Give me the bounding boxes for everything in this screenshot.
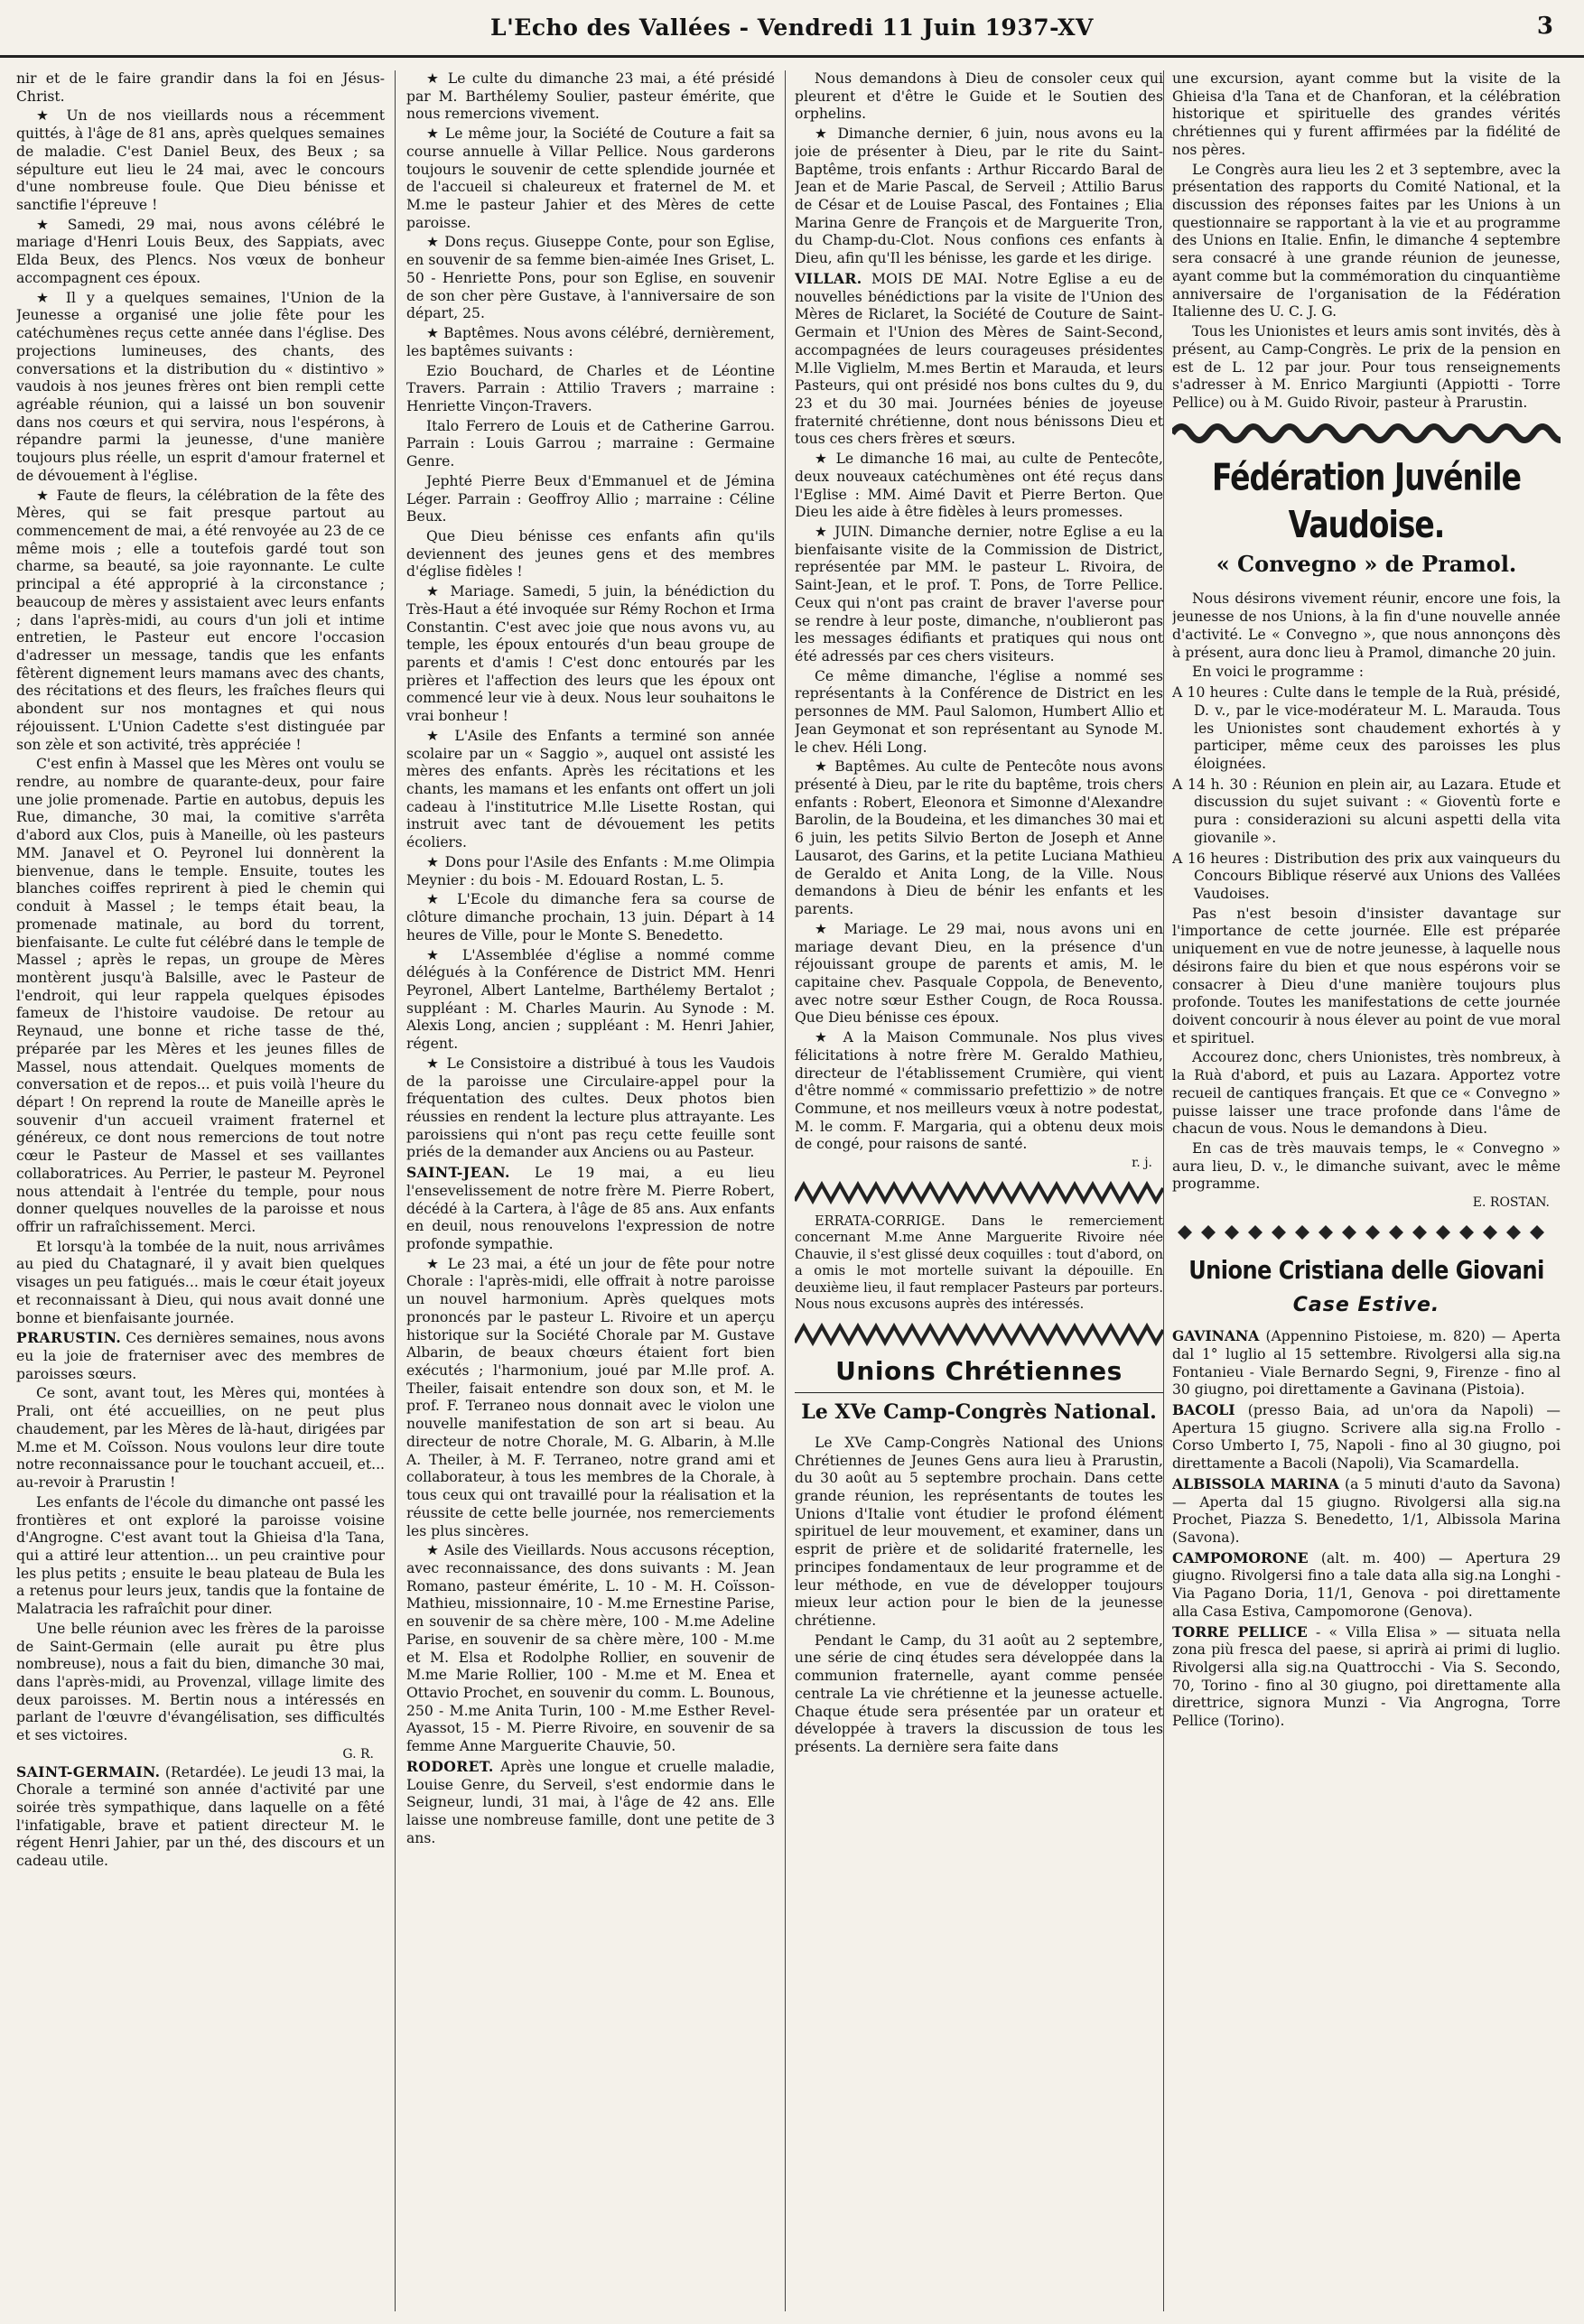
paragraph: ★ Baptêmes. Au culte de Pentecôte nous avons présenté à Dieu, par le rite du baptême, trois chers enfants : Robert, Eleonora et Simonne d'Alexandre Barolin, de la Boudeina, et les dimanches 30 mai et 6 juin, les petits Silvio Berton de Joseph et Anne Lausarot, des Garins, et la petite Luciana Mathieu de Geraldo et Anita Long, de la Ville. Nous demandons à Dieu de bénir les enfants et les parents. — [795, 758, 1163, 918]
paragraph: C'est enfin à Massel que les Mères ont voulu se rendre, au nombre de quarante-deux, pour faire une jolie promenade. Partie en autobus, depuis les Rue, dimanche, 30 mai, la comitive s'arrêta d'abord aux Clos, puis à Maneille, où les pasteurs MM. Janavel et O. Peyronel lui donnèrent la bienvenue, dans le temple. Ensuite, toutes les blanches coiffes reprirent à pied le chemin qui conduit à Massel ; le temps était beau, la promenade matinale, au bord du torrent, bienfaisante. Le culte fut célébré dans le temple de Massel ; après le repas, un groupe de Mères montèrent jusqu'à Balsille, avec le Pasteur de l'endroit, qui leur rappela quelques épisodes fameux de l'histoire vaudoise. De retour au Reynaud, une bonne et riche tasse de thé, préparée par les Mères et les jeunes filles de Massel, nous attendait. Quelques moments de conversation et de repos... et puis voilà l'heure du départ ! On reprend la route de Maneille après le souvenir d'un accueil vraiment fraternel et généreux, ce dont nous remercions de tout notre cœur le Pasteur de Massel et ses vaillantes collaboratrices. Au Perrier, le pasteur M. Peyronel nous attendait à l'entrée du temple, pour nous donner quelques nouvelles de la paroisse et nous offrir un rafraîchissement. Merci. — [16, 756, 385, 1235]
location-heading: RODORET. — [406, 1757, 494, 1775]
section-rodoret — [406, 1758, 775, 1848]
paragraph: Accourez donc, chers Unionistes, très nombreux, à la Ruà d'abord, et puis au Lazara. Apportez votre recueil de cantiques français. Et que ce « Convegno » puisse laisser une trace profonde dans l'âme de chacun de vous. Nous le demandons à Dieu. — [1172, 1049, 1561, 1138]
errata-corrige: ERRATA-CORRIGE. Dans le remerciement concernant M.me Anne Marguerite Rivoire née Chauvie, il s'est glissé deux coquilles : tout d'abord, on a omis le mot mortelle suivant la dépouille. En deuxième lieu, il faut remplacer Pasteurs par porteurs. Nous nous excusons auprès des intéressés. — [795, 1213, 1163, 1313]
paragraph: ★ Un de nos vieillards nous a récemment quittés, à l'âge de 81 ans, après quelques semaines de maladie. C'est Daniel Beux, des Beux ; sa sépulture eut lieu le 24 mai, avec le concours d'une nombreuse foule. Que Dieu bénisse et sanctifie l'épreuve ! — [16, 107, 385, 214]
list-item-text: (Appennino Pistoiese, m. 820) — Aperta dal 1° luglio al 15 settembre. Rivolgersi alla sig.na Fontanieu - Viale Bernardo Segni, 9, Firenze - fino al 30 giugno, poi direttamente a Gavinana (Pistoia). — [1172, 1328, 1561, 1399]
list-item — [1172, 1549, 1561, 1622]
subheading: MOIS DE MAI. — [871, 270, 988, 287]
paragraph: Après une longue et cruelle maladie, Louise Genre, du Serveil, s'est endormie dans le Seigneur, lundi, 31 mai, à l'âge de 42 ans. Elle laisse une nombreuse famille, dont une petite de 3 ans. — [406, 1758, 775, 1846]
paragraph: ★ Faute de fleurs, la célébration de la fête des Mères, qui se fait presque partout au commencement de mai, a été renvoyée au 23 de ce même mois ; elle a toutefois gardé tout son charme, sa beauté, sa joie rayonnante. Le culte principal a été approprié à la circonstance ; beaucoup de mères y assistaient avec leurs enfants ; dans l'après-midi, au cours d'un joli et intime entretien, le Pasteur eut encore l'occasion d'adresser un message, tandis que les enfants fêtèrent dignement leurs mamans avec des chants, des récitations et des fleurs, les fraîches fleurs qui abondent sur nos montagnes et qui nous réjouissent. L'Union Cadette s'est distinguée par son zèle et son activité, très appréciée ! — [16, 487, 385, 753]
paragraph: ★ Dimanche dernier, 6 juin, nous avons eu la joie de présenter à Dieu, par le rite du Saint-Baptême, trois enfants : Arthur Riccardo Baral de Jean et de Marie Pascal, de Serveil ; Attilio Barus de César et de Louise Pascal, des Fontaines ; Elia Marina Genre de François et de Marguerite Tron, du Champ-du-Clot. Nous confions ces enfants à Dieu, afin qu'Il les bénisse, les garde et les dirige. — [795, 125, 1163, 267]
paragraph: En cas de très mauvais temps, le « Convegno » aura lieu, D. v., le dimanche suivant, avec le même programme. — [1172, 1140, 1561, 1193]
paragraph: ★ Le même jour, la Société de Couture a fait sa course annuelle à Villar Pellice. Nous garderons toujours le souvenir de cette splendide journée et de l'accueil si chaleureux et fraternel de M. et M.me le pasteur Jahier et des Mères de cette paroisse. — [406, 125, 775, 231]
paragraph: ★ Asile des Vieillards. Nous accusons réception, avec reconnaissance, des dons suivants : M. Jean Romano, pasteur émérite, L. 10 - M. H. Coïsson-Mathieu, missionnaire, 10 - M.me Ernestine Parise, en souvenir de sa chère mère, 100 - M.me Adeline Parise, en souvenir de sa chère mère, 100 - M.me et M. Elsa et Rodolphe Rollier, en souvenir de M.me Marie Rollier, 100 - M.me et M. Enea et Ottavio Prochet, en souvenir du comm. L. Bounous, 250 - M.me Anita Turin, 100 - M.me Esther Revel-Ayassot, 15 - M. Pierre Rivoire, en souvenir de sa femme Anne Marguerite Chauvie, 50. — [406, 1542, 775, 1755]
ornament-border — [795, 1179, 1163, 1206]
paragraph: ★ Le culte du dimanche 23 mai, a été présidé par M. Barthélemy Soulier, pasteur émérite, que nous remercions vivement. — [406, 70, 775, 123]
convegno-heading: « Convegno » de Pramol. — [1216, 551, 1517, 578]
camp-congres-heading: Le XVe Camp-Congrès National. — [801, 1399, 1157, 1424]
paragraph: Ce sont, avant tout, les Mères qui, montées à Prali, ont été accueillies, on ne peut plus chaudement, par les Mères de là-haut, dirigées par M.me et M. Coïsson. Nous voulons leur dire toute notre reconnaissance pour le touchant accueil, et... au-revoir à Prarustin ! — [16, 1385, 385, 1492]
paragraph: ★ Le dimanche 16 mai, au culte de Pentecôte, deux nouveaux catéchumènes ont été reçus dans l'Eglise : MM. Aimé Davit et Pierre Berton. Que Dieu les aide à être fidèles à leurs promesses. — [795, 451, 1163, 521]
paragraph: Tous les Unionistes et leurs amis sont invités, dès à présent, au Camp-Congrès. Le prix de la pension en est de L. 12 par jour. Pour tous renseignements s'adresser à M. Enrico Margiunti (Appiotti - Torre Pellice) ou à M. Guido Rivoir, pasteur à Prarustin. — [1172, 323, 1561, 411]
program-item: A 16 heures : Distribution des prix aux vainqueurs du Concours Biblique réservé aux Unions des Vallées Vaudoises. — [1172, 850, 1561, 902]
place-name: GAVINANA — [1172, 1327, 1260, 1345]
place-name: TORRE PELLICE — [1172, 1622, 1308, 1641]
paragraph: Jephté Pierre Beux d'Emmanuel et de Jémina Léger. Parrain : Geoffroy Allio ; marraine : Céline Beux. — [406, 472, 775, 525]
column-rule — [395, 70, 396, 2311]
section-prarustin — [16, 1329, 385, 1383]
paragraph: ★ Baptêmes. Nous avons célébré, dernièrement, les baptêmes suivants : — [406, 325, 775, 359]
paragraph: Et lorsqu'à la tombée de la nuit, nous arrivâmes au pied du Chatagnaré, il y avait bien quelques visages un peu fatigués... mais le cœur était joyeux et reconnaissant à Dieu, qui nous avait donné une bonne et bienfaisante journée. — [16, 1238, 385, 1326]
location-heading: SAINT-JEAN. — [406, 1164, 510, 1182]
column-rule — [785, 70, 786, 2311]
list-item — [1172, 1327, 1561, 1399]
diamond-ornament-icon — [1172, 1219, 1561, 1246]
list-item-text: (a 5 minuti d'auto da Savona) — Aperta dal 15 giugno. Rivolgersi alla sig.na Prochet, Piazza S. Benedetto, 1/1, Albissola Marina (Savona). — [1172, 1475, 1561, 1546]
section-villar — [795, 270, 1163, 449]
paragraph: Le Congrès aura lieu les 2 et 3 septembre, avec la présentation des rapports du Comité National, et la discussion des réponses faites par les Unions à un questionnaire se rapportant à la vie et au programme des Unions en Italie. Enfin, le dimanche 4 septembre sera consacré à une grande réunion de jeunesse, ayant comme but la commémoration du cinquantième anniversaire de l'organisation de la Fédération Italienne des U. C. J. G. — [1172, 161, 1561, 321]
signature: G. R. — [342, 1746, 374, 1762]
unione-cristiana-heading: Unione Cristiana delle Giovani — [1188, 1255, 1544, 1285]
paragraph: ★ Dons pour l'Asile des Enfants : M.me Olimpia Meynier : du bois - M. Edouard Rostan, L. 5. — [406, 853, 775, 888]
location-heading: PRARUSTIN. — [16, 1329, 122, 1347]
paragraph: Nous demandons à Dieu de consoler ceux qui pleurent et d'être le Guide et le Soutien des orphelins. — [795, 70, 1163, 123]
list-item-text: - « Villa Elisa » — situata nella zona più fresca del paese, si aprirà ai primi di luglio. Rivolgersi alla sig.na Quattrocchi - Via S. Secondo, 70, Torino - fino al 30 giugno, poi direttamente alla direttrice, signora Munzi - Via Angrogna, Torre Pellice (Torino). — [1172, 1623, 1561, 1730]
case-estive-heading: Case Estive. — [1292, 1294, 1440, 1317]
page-number: 3 — [1536, 13, 1553, 40]
program-item: A 10 heures : Culte dans le temple de la Ruà, présidé, D. v., par le vice-modérateur M. L. Marauda. Tous les Unionistes sont chaudement exhortés à y participer, même ceux des paroisses les plus éloignées. — [1172, 684, 1561, 772]
ornament-border — [1172, 1219, 1561, 1246]
ornament-border — [1172, 420, 1561, 447]
paragraph: Ezio Bouchard, de Charles et de Léontine Travers. Parrain : Attilio Travers ; marraine : Henriette Vinçon-Travers. — [406, 362, 775, 414]
list-item — [1172, 1623, 1561, 1731]
column-rule — [1163, 70, 1164, 2311]
paragraph: Le XVe Camp-Congrès National des Unions Chrétiennes de Jeunes Gens aura lieu à Prarustin, du 30 août au 5 septembre prochain. Dans cette grande réunion, les représentants de toutes les Unions d'Italie vont étudier le profond élément spirituel de leur mouvement, et examiner, dans un esprit de prière et de solidarité fraternelle, les principes fondamentaux de leur programme et de leur méthode, en vue de développer toujours mieux leur action pour le bien de la jeunesse chrétienne. — [795, 1434, 1163, 1629]
paragraph: ★ Dons reçus. Giuseppe Conte, pour son Eglise, en souvenir de sa femme bien-aimée Ines Griset, L. 50 - Henriette Pons, pour son Eglise, en souvenir de son cher père Gustave, à l'anniversaire de son départ, 25. — [406, 234, 775, 322]
paragraph: ★ Mariage. Le 29 mai, nous avons uni en mariage devant Dieu, en la présence d'un réjouissant groupe de parents et amis, M. le capitaine chev. Pasquale Coppola, de Benevento, avec notre sœur Esther Cougn, de Roca Roussa. Que Dieu bénisse ces époux. — [795, 920, 1163, 1027]
column-4 — [1172, 70, 1561, 2311]
place-name: CAMPOMORONE — [1172, 1548, 1309, 1566]
paragraph: ★ JUIN. Dimanche dernier, notre Eglise a eu la bienfaisante visite de la Commission de District, représentée par MM. le pasteur L. Rivoira, de Saint-Jean, et le prof. T. Pons, de Torre Pellice. Ceux qui n'ont pas craint de braver l'averse pour se rendre à leur poste, dimanche, n'oublieront pas les messages édifiants et pratiques qui nous ont été adressés par ces chers visiteurs. — [795, 523, 1163, 665]
paragraph: Que Dieu bénisse ces enfants afin qu'ils deviennent des jeunes gens et des membres d'église fidèles ! — [406, 527, 775, 581]
paragraph: ★ Mariage. Samedi, 5 juin, la bénédiction du Très-Haut a été invoquée sur Rémy Rochon et Irma Constantin. C'est avec joie que nous avons vu, au temple, les époux entourés d'un beau groupe de parents et d'amis ! C'est donc entourés par les prières et l'affection des leurs que les époux ont commencé leur vie à deux. Nous leur souhaitons le vrai bonheur ! — [406, 583, 775, 725]
list-item-text: (presso Baia, ad un'ora da Napoli) — Apertura 15 giugno. Scrivere alla sig.na Frollo - Corso Umberto I, 75, Napoli - fino al 30 giugno, poi direttamente a Bacoli (Napoli), Via Scamardella. — [1172, 1401, 1561, 1473]
wave-ornament-icon — [1172, 420, 1561, 447]
unions-chretiennes-heading: Unions Chrétiennes — [835, 1355, 1123, 1386]
column-3 — [795, 70, 1163, 2311]
paragraph: En voici le programme : — [1192, 664, 1364, 681]
location-heading: VILLAR. — [795, 269, 862, 287]
divider — [795, 1392, 1163, 1393]
section-saint-germain — [16, 1763, 385, 1871]
paragraph: Notre Eglise a eu de nouvelles bénédictions par la visite de l'Union des Mères de Riclaret, la Société de Couture de Saint-Germain et l'Union des Mères de Saint-Second, accompagnées de leurs courageuses présidentes M.lle Viglielm, M.mes Bertin et Marauda, et leurs Pasteurs, qui ont présidé nos bons cultes du 9, du 23 et du 30 mai. Journées bénies de joyeuse fraternité chrétienne, dont nous bénissons Dieu et tous ces chers frères et sœurs. — [795, 270, 1163, 448]
federation-heading: Fédération Juvénile Vaudoise. — [1211, 454, 1522, 546]
paragraph: ★ Il y a quelques semaines, l'Union de la Jeunesse a organisé une jolie fête pour les catéchumènes reçus cette année dans l'église. Des projections lumineuses, des chants, des conversations et la distribution du « distintivo » vaudois à nos jeunes frères ont bien rempli cette agréable réunion, qui a laissé un bon souvenir dans nos cœurs et qui servira, nous l'espérons, à répandre parmi la jeunesse, d'une manière toujours plus réelle, un esprit d'amour fraternel et de dévouement à l'église. — [16, 289, 385, 484]
place-name: BACOLI — [1172, 1400, 1235, 1418]
paragraph: ★ A la Maison Communale. Nos plus vives félicitations à notre frère M. Geraldo Mathieu, directeur de l'établissement Crumière, qui vient d'être nommé « commissario prefettizio » de notre Commune, et nos meilleurs vœux à notre podestat, M. le comm. F. Margaria, qui a obtenu deux mois de congé, pour raisons de santé. — [795, 1029, 1163, 1153]
paragraph: ★ Le 23 mai, a été un jour de fête pour notre Chorale : l'après-midi, elle offrait à notre paroisse un nouvel harmonium. Après quelques mots prononcés par le pasteur L. Rivoire et un aperçu historique sur la Société Chorale par M. Gustave Albarin, de beaux chœurs étaient fort bien exécutés ; l'harmonium, joué par M.lle prof. A. Theiler, faisait entendre son doux son, et M. le prof. F. Terraneo nous donnait avec le violon une nouvelle manifestation de son art si beau. Au directeur de notre Chorale, M. G. Albarin, à M.lle A. Theiler, à M. F. Terraneo, notre grand ami et collaborateur, à tous les membres de la Chorale, à tous ceux qui ont travaillé pour la réalisation et la réussite de cette belle journée, nos remerciements les plus sincères. — [406, 1255, 775, 1539]
paragraph: ★ L'Asile des Enfants a terminé son année scolaire par un « Saggio », auquel ont assisté les mères des enfants. Après les récitations et les chants, les mamans et les enfants ont offert un joli cadeau à l'institutrice M.lle Lisette Rostan, qui instruit avec tant de dévouement les petits écoliers. — [406, 727, 775, 851]
signature: r. j. — [1132, 1156, 1152, 1171]
zigzag-ornament-icon — [795, 1179, 1163, 1206]
program-item: A 14 h. 30 : Réunion en plein air, au Lazara. Etude et discussion du sujet suivant : « Gioventù forte e pura : considerazioni su alcuni aspetti della vita giovanile ». — [1172, 776, 1561, 846]
paragraph: Une belle réunion avec les frères de la paroisse de Saint-Germain (elle aurait pu être plus nombreuse), nous a fait du bien, dimanche 30 mai, dans l'après-midi, au Provenzal, village limite des deux paroisses. M. Bertin nous a intéressés en parlant de l'œuvre d'évangélisation, ses difficultés et ses victoires. — [16, 1620, 385, 1744]
paragraph: ★ Samedi, 29 mai, nous avons célébré le mariage d'Henri Louis Beux, des Sappiats, avec Elda Beux, des Plencs. Nos vœux de bonheur accompagnent ces époux. — [16, 216, 385, 286]
list-item — [1172, 1401, 1561, 1473]
signature: E. ROSTAN. — [1472, 1195, 1550, 1211]
column-2 — [406, 70, 775, 2311]
ornament-border — [795, 1321, 1163, 1348]
paragraph: Italo Ferrero de Louis et de Catherine Garrou. Parrain : Louis Garrou ; marraine : Germaine Genre. — [406, 417, 775, 470]
list-item-text: (alt. m. 400) — Apertura 29 giugno. Rivolgersi fino a tale data alla sig.na Longhi - Via Pagano Doria, 11/1, Genova - poi direttamente alla Casa Estiva, Campomorone (Genova). — [1172, 1549, 1561, 1620]
paragraph: ★ L'Assemblée d'église a nommé comme délégués à la Conférence de District MM. Henri Peyronel, Albert Lantelme, Barthélemy Bertalot ; suppléant : M. Charles Maurin. Au Synode : M. Alexis Long, ancien ; suppléant : M. Henri Jahier, régent. — [406, 946, 775, 1053]
list-item — [1172, 1475, 1561, 1548]
paragraph: (Retardée). Le jeudi 13 mai, la Chorale a terminé son année d'activité par une soirée très sympathique, dans laquelle on a fêté l'infatigable, brave et patient directeur M. le régent Henri Jahier, par un thé, des discours et un cadeau utile. — [16, 1763, 385, 1870]
section-saint-jean — [406, 1164, 775, 1254]
paragraph: ★ Le Consistoire a distribué à tous les Vaudois de la paroisse une Circulaire-appel pour la fréquentation des cultes. Deux photos bien réussies en rendent la lecture plus attrayante. Les paroissiens qui n'ont pas reçu cette feuille sont priés de la demander aux Anciens ou au Pasteur. — [406, 1055, 775, 1161]
paragraph: une excursion, ayant comme but la visite de la Ghieisa d'la Tana et de Chanforan, et la célébration historique et spirituelle des grandes vérités chrétiennes qui y furent affirmées par la fidélité de nos pères. — [1172, 70, 1561, 158]
paragraph: Les enfants de l'école du dimanche ont passé les frontières et ont exploré la paroisse voisine d'Angrogne. C'est avant tout la Ghieisa d'la Tana, qui a attiré leur attention... un peu craintive pour les plus petits ; ensuite le beau plateau de Bula les a retenus pour leurs jeux, tandis que la fontaine de Malatracia les rafraîchit pour diner. — [16, 1493, 385, 1618]
masthead-title: L'Echo des Vallées - Vendredi 11 Juin 1937-XV — [490, 14, 1094, 41]
paragraph: Pas n'est besoin d'insister davantage sur l'importance de cette journée. Elle est préparée uniquement en vue de notre jeunesse, à laquelle nous désirons faire du bien et que nous espérons voir se consacrer à Dieu d'une manière toujours plus profonde. Toutes les manifestations de cette journée doivent concourir à nous élever au point de vue moral et spirituel. — [1172, 905, 1561, 1046]
masthead — [0, 0, 1584, 58]
paragraph: Pendant le Camp, du 31 août au 2 septembre, une série de cinq études sera développée dans la communion fraternelle, ayant comme pensée centrale La vie chrétienne et la jeunesse actuelle. Chaque étude sera présentée par un orateur et développée à travers la discussion de tous les présents. La dernière sera faite dans — [795, 1631, 1163, 1755]
column-1 — [16, 70, 385, 2311]
paragraph: ★ L'Ecole du dimanche fera sa course de clôture dimanche prochain, 13 juin. Départ à 14 heures de Ville, pour le Monte S. Benedetto. — [406, 891, 775, 944]
paragraph: Ces dernières semaines, nous avons eu la joie de fraterniser avec des membres de paroisses sœurs. — [16, 1330, 385, 1382]
paragraph: Ce même dimanche, l'église a nommé ses représentants à la Conférence de District en les personnes de MM. Paul Salomon, Humbert Allio et Jean Geymonat et son représentant au Synode M. le chev. Héli Long. — [795, 667, 1163, 756]
zigzag-ornament-icon — [795, 1321, 1163, 1348]
paragraph: nir et de le faire grandir dans la foi en Jésus-Christ. — [16, 70, 385, 105]
location-heading: SAINT-GERMAIN. — [16, 1762, 161, 1780]
paragraph: Le 19 mai, a eu lieu l'ensevelissement de notre frère M. Pierre Robert, décédé à la Cartera, à l'âge de 85 ans. Aux enfants en deuil, nous renouvelons l'expression de notre profonde sympathie. — [406, 1165, 775, 1252]
place-name: ALBISSOLA MARINA — [1172, 1474, 1339, 1492]
paragraph: Nous désirons vivement réunir, encore une fois, la jeunesse de nos Unions, à la fin d'une nouvelle année d'activité. Le « Convegno », que nous annonçons dès à présent, aura donc lieu à Pramol, dimanche 20 juin. — [1172, 590, 1561, 661]
